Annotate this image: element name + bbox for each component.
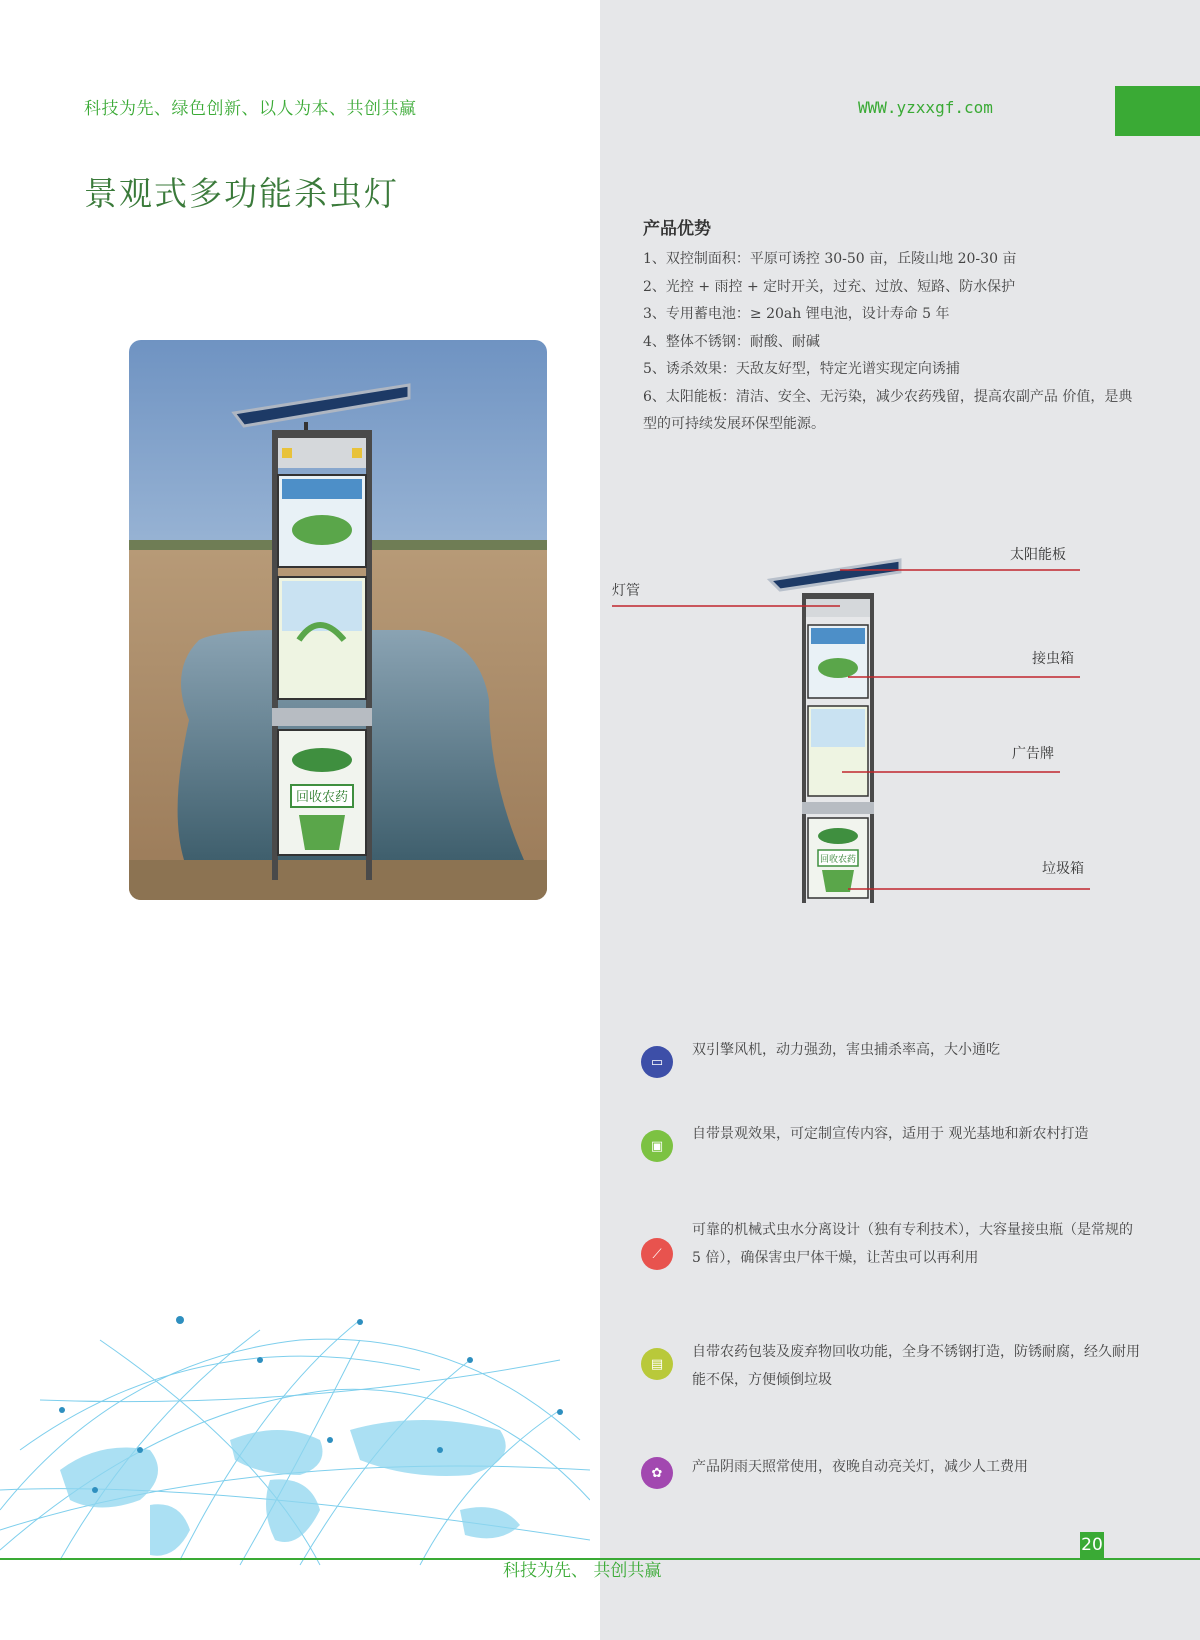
photo-board-text: 回收农药 bbox=[295, 790, 349, 805]
separator-icon: ⟋ bbox=[641, 1238, 673, 1270]
feature-text: 自带农药包装及废弃物回收功能，全身不锈钢打造，防锈耐腐，经久耐用能不保，方便倾倒垃圾 bbox=[692, 1344, 1140, 1388]
advantage-item: 3、专用蓄电池：≥ 20ah 锂电池，设计寿命 5 年 bbox=[643, 306, 950, 322]
page-title: 景观式多功能杀虫灯 bbox=[84, 174, 399, 213]
product-diagram bbox=[610, 530, 1200, 950]
feature-text: 可靠的机械式虫水分离设计（独有专利技术），大容量接虫瓶（是常规的 5 倍），确保害虫尸体干燥，让苦虫可以再利用 bbox=[692, 1222, 1133, 1266]
gear-icon: ✿ bbox=[641, 1457, 673, 1489]
fan-icon: ▭ bbox=[641, 1046, 673, 1078]
network-globe-graphic bbox=[0, 1300, 590, 1570]
footer-slogan: 科技为先、 共创共赢 bbox=[503, 1561, 662, 1581]
feature-item bbox=[641, 1036, 1141, 1096]
feature-text: 产品阴雨天照常使用，夜晚自动亮关灯，减少人工费用 bbox=[692, 1459, 1028, 1475]
feature-item bbox=[641, 1216, 1141, 1301]
advantage-item: 1、双控制面积：平原可诱控 30-50 亩，丘陵山地 20-30 亩 bbox=[643, 251, 1017, 267]
advantage-item: 5、诱杀效果：天敌友好型，特定光谱实现定向诱捕 bbox=[643, 361, 960, 377]
advantages-list bbox=[643, 246, 1143, 439]
label-solar-panel: 太阳能板 bbox=[1010, 547, 1066, 563]
label-lamp-tube: 灯管 bbox=[612, 583, 640, 599]
advantages-title: 产品优势 bbox=[643, 219, 711, 239]
feature-text: 双引擎风机，动力强劲，害虫捕杀率高，大小通吃 bbox=[692, 1042, 1000, 1058]
label-trash-bin: 垃圾箱 bbox=[1042, 861, 1084, 877]
green-accent-block bbox=[1115, 86, 1200, 136]
feature-item bbox=[641, 1120, 1141, 1180]
diagram-board-text: 回收农药 bbox=[819, 855, 857, 865]
billboard-icon: ▣ bbox=[641, 1130, 673, 1162]
advantage-item: 2、光控 + 雨控 + 定时开关，过充、过放、短路、防水保护 bbox=[643, 278, 1016, 295]
product-photo bbox=[129, 340, 547, 900]
header-slogan: 科技为先、绿色创新、以人为本、共创共赢 bbox=[84, 99, 417, 119]
page-number: 20 bbox=[1080, 1532, 1104, 1558]
label-ad-board: 广告牌 bbox=[1012, 746, 1054, 762]
recycle-icon: ▤ bbox=[641, 1348, 673, 1380]
advantage-item: 6、太阳能板：清洁、安全、无污染，减少农药残留，提高农副产品 价值，是典型的可持续发展环保型能源。 bbox=[643, 388, 1133, 432]
header-website: WWW.yzxxgf.com bbox=[858, 98, 993, 117]
feature-item bbox=[641, 1453, 1141, 1493]
feature-item bbox=[641, 1338, 1141, 1398]
label-insect-box: 接虫箱 bbox=[1032, 651, 1074, 667]
feature-text: 自带景观效果，可定制宣传内容，适用于 观光基地和新农村打造 bbox=[692, 1126, 1089, 1142]
advantage-item: 4、整体不锈钢：耐酸、耐碱 bbox=[643, 333, 820, 350]
